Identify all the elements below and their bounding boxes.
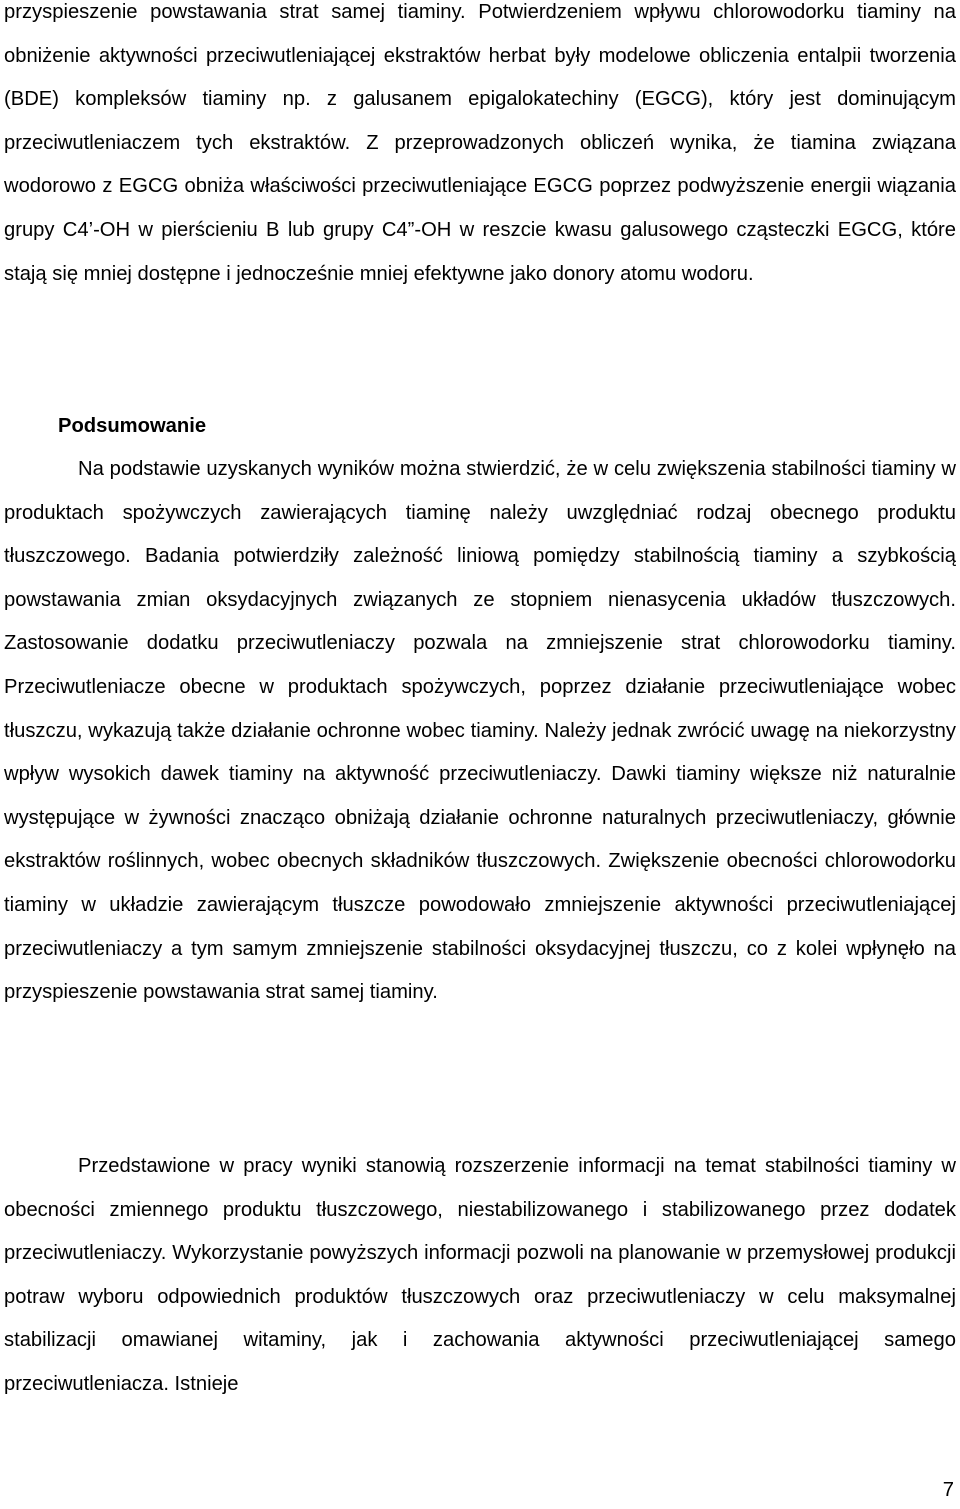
section-heading: Podsumowanie — [58, 415, 207, 437]
summary-paragraph-2: Przedstawione w pracy wyniki stanowią rozszerzenie informacji na temat stabilności tiaminy w obecności zmiennego produktu tłuszczowego, niestabilizowanego i stabilizowanego przez dodatek przeciwutleniaczy. Wykorzystanie powyższych informacji pozwoli na planowanie w przemysłowej produkcji potraw wyboru odpowiednich produktów tłuszczowych oraz przeciwutleniaczy w celu maksymalnej stabilizacji omawianej witaminy, jak i zachowania aktywności przeciwutleniającej samego przeciwutleniacza. Istnieje — [4, 1155, 956, 1395]
summary-paragraph-1: Na podstawie uzyskanych wyników można stwierdzić, że w celu zwiększenia stabilności tiaminy w produktach spożywczych zawierających tiaminę należy uwzględniać rodzaj obecnego produktu tłuszczowego. Badania potwierdziły zależność liniową pomiędzy stabilnością tiaminy a szybkością powstawania zmian oksydacyjnych związanych ze stopniem nienasycenia układów tłuszczowych. Zastosowanie dodatku przeciwutleniaczy pozwala na zmniejszenie strat chlorowodorku tiaminy. Przeciwutleniacze obecne w produktach spożywczych, poprzez działanie przeciwutleniające wobec tłuszczu, wykazują także działanie ochronne wobec tiaminy. Należy jednak zwrócić uwagę na niekorzystny wpływ wysokich dawek tiaminy na aktywność przeciwutleniaczy. Dawki tiaminy większe niż naturalnie występujące w żywności znacząco obniżają działanie ochronne naturalnych przeciwutleniaczy, głównie ekstraktów roślinnych, wobec obecnych składników tłuszczowych. Zwiększenie obecności chlorowodorku tiaminy w układzie zawierającym tłuszcze powodowało zmniejszenie aktywności przeciwutleniającej przeciwutleniaczy a tym samym zmniejszenie stabilności oksydacyjnej tłuszczu, co z kolei wpłynęło na przyspieszenie powstawania strat samej tiaminy. — [4, 458, 956, 1004]
continuation-paragraph: przyspieszenie powstawania strat samej tiaminy. Potwierdzeniem wpływu chlorowodorku tiaminy na obniżenie aktywności przeciwutleniającej ekstraktów herbat były modelowe obliczenia entalpii tworzenia (BDE) kompleksów tiaminy np. z galusanem epigalokatechiny (EGCG), który jest dominującym przeciwutleniaczem tych ekstraktów. Z przeprowadzonych obliczeń wynika, że tiamina związana wodorowo z EGCG obniża właściwości przeciwutleniające EGCG poprzez podwyższenie energii wiązania grupy C4’-OH w pierścieniu B lub grupy C4”-OH w reszcie kwasu galusowego cząsteczki EGCG, które stają się mniej dostępne i jednocześnie mniej efektywne jako donory atomu wodoru. — [4, 1, 956, 285]
page-number: 7 — [942, 1479, 954, 1501]
